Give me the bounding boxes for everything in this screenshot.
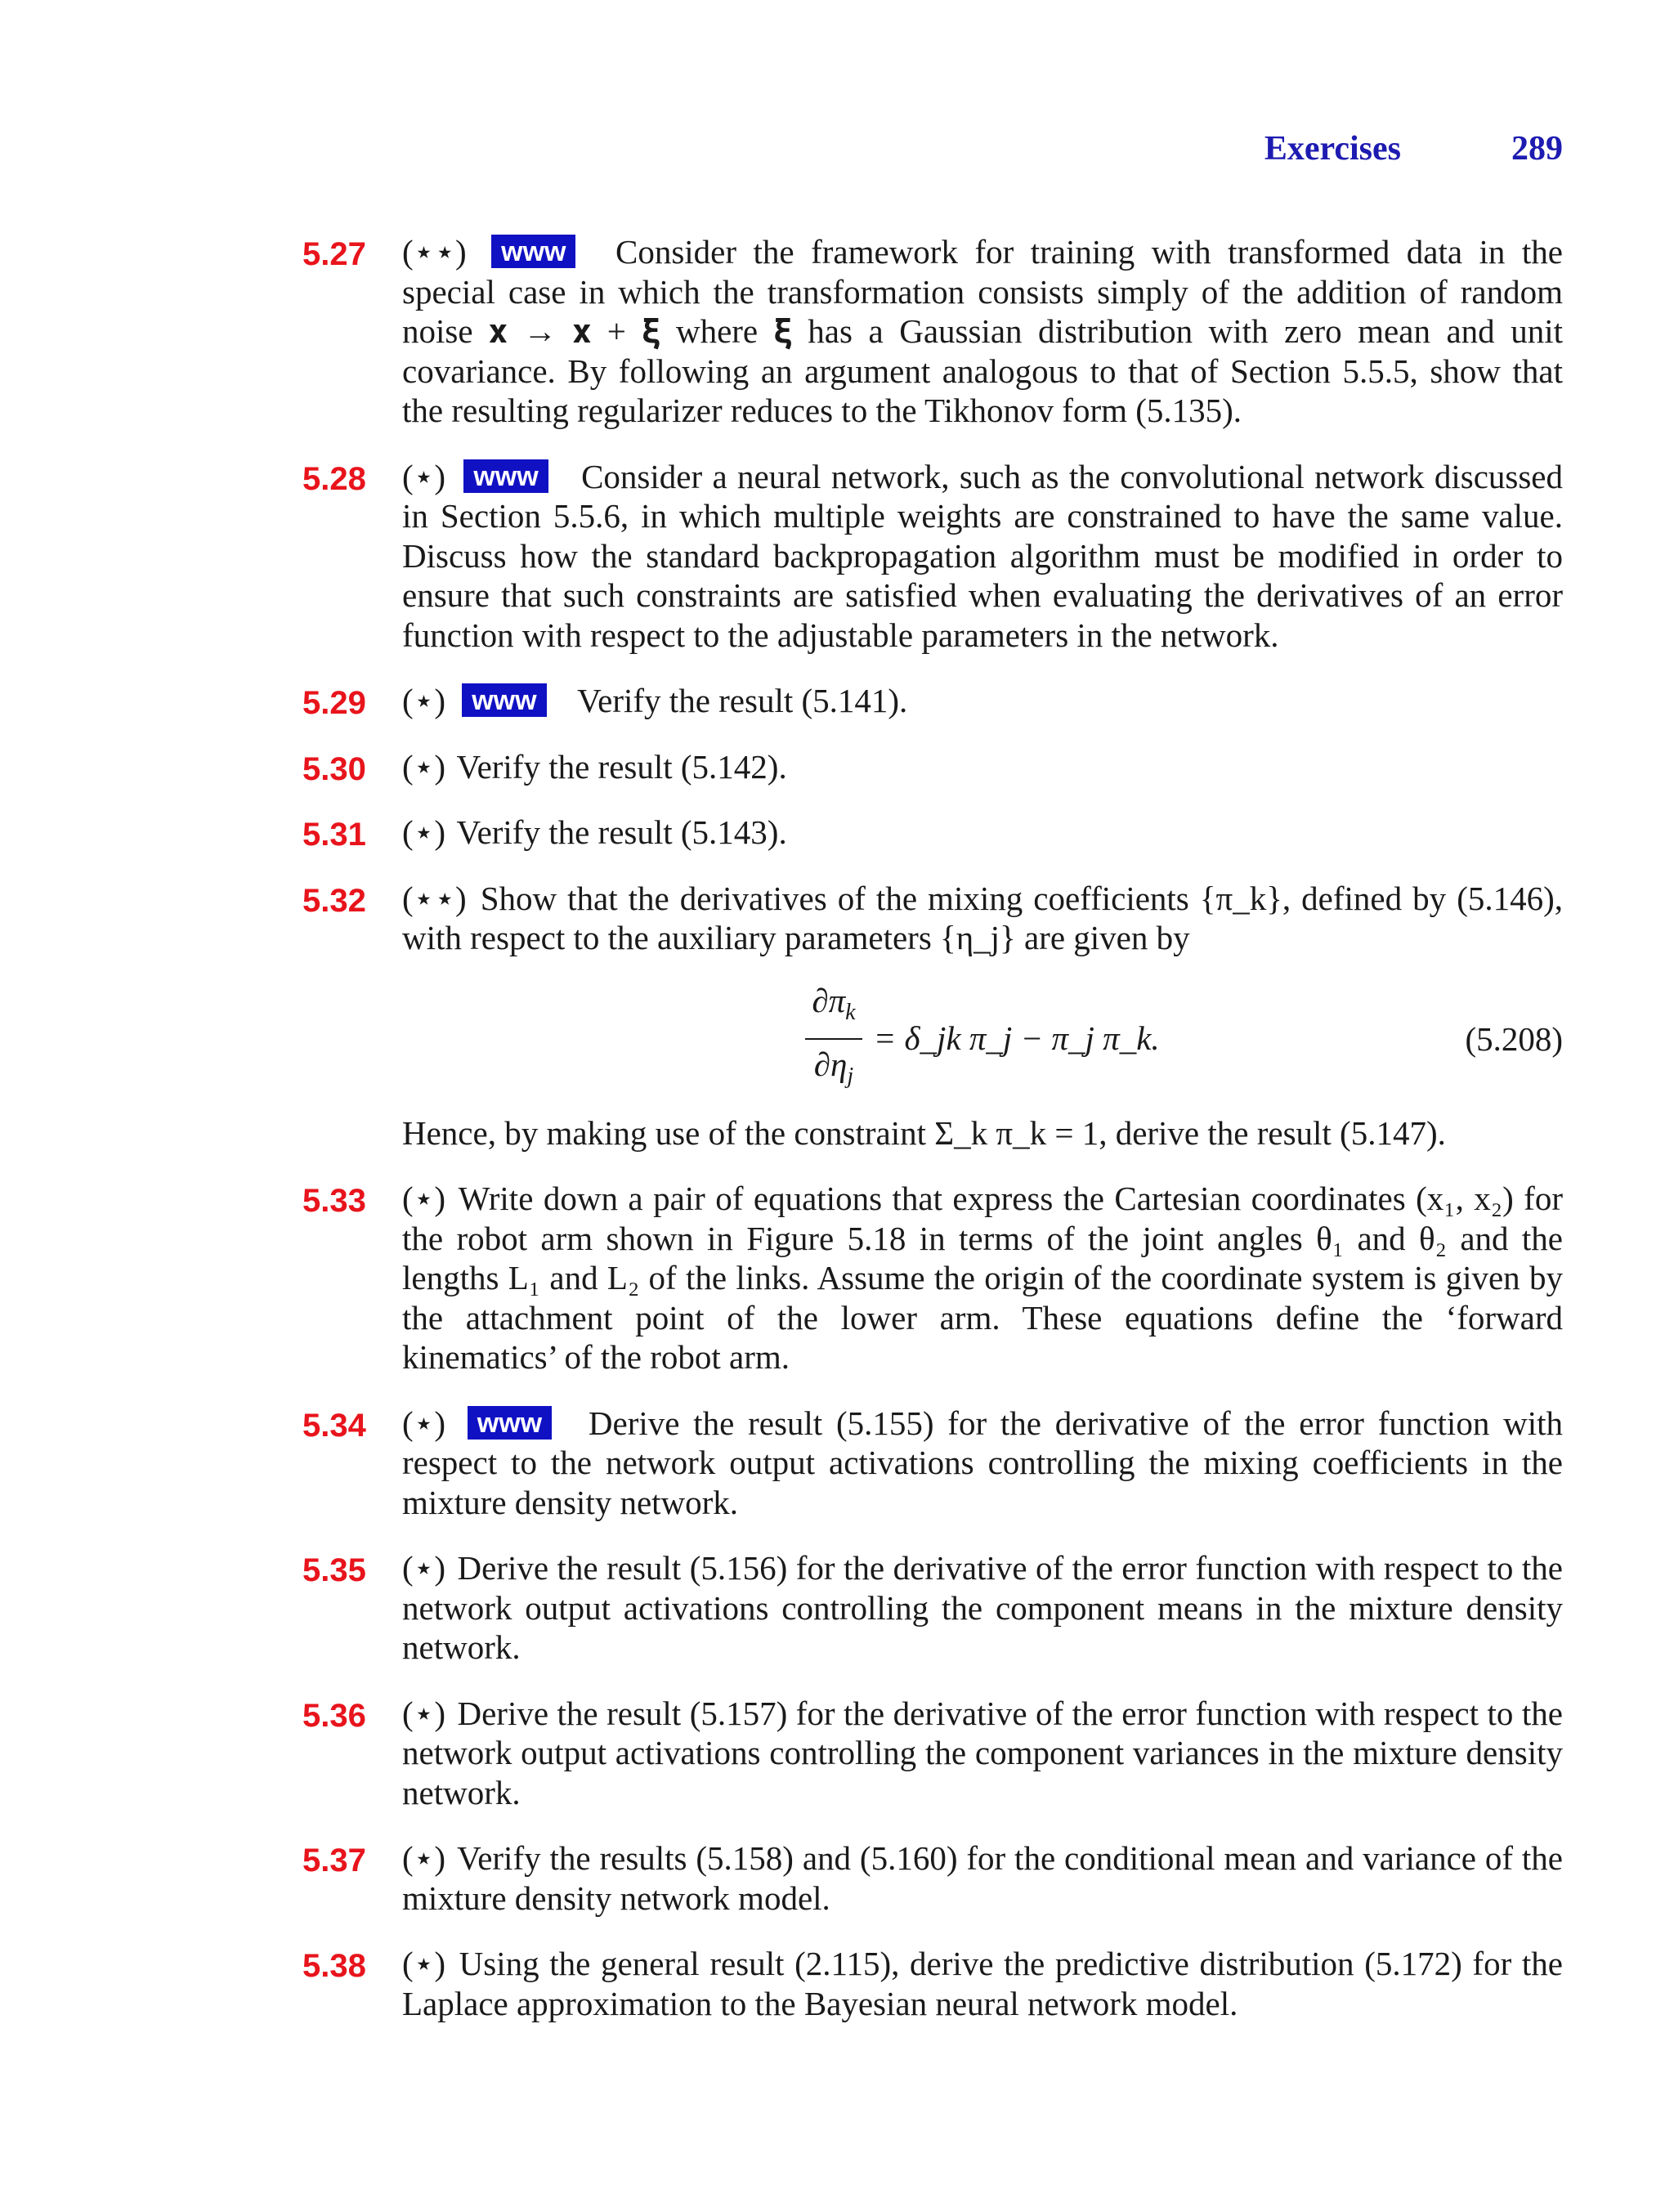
difficulty-stars: (⋆) — [402, 747, 445, 786]
exercise-5-38 — [304, 1944, 1563, 2023]
exercise-5-29 — [304, 681, 1563, 721]
difficulty-stars: (⋆) — [402, 457, 445, 495]
page-header — [1063, 129, 1563, 175]
exercise-text: Derive the result (5.155) for the derivative of the error function with respect to the network output activations controlling the mixing coefficients in the mixture density network. — [402, 1404, 1563, 1521]
exercise-number: 5.30 — [302, 750, 366, 787]
difficulty-stars: (⋆) — [402, 682, 445, 719]
exercise-text: Show that the derivatives of the mixing coefficients {π_k}, defined by (5.146), with respect to the auxiliary parameters {η_j} are given by — [402, 879, 1564, 956]
exercise-number: 5.32 — [302, 882, 366, 919]
exercise-text: Verify the result (5.141). — [577, 682, 908, 719]
equation-number: (5.208) — [1465, 1019, 1563, 1058]
difficulty-stars: (⋆) — [402, 1404, 445, 1442]
exercise-text: Using the general result (2.115), derive the predictive distribution (5.172) for the Laplace approximation to the Bayesian neural network model. — [402, 1945, 1563, 2022]
eq-rhs: = δ_jk π_j − π_j π_k. — [873, 1019, 1160, 1058]
www-badge[interactable]: www — [491, 235, 575, 268]
exercise-text: Verify the results (5.158) and (5.160) for the conditional mean and variance of the mixture density network model. — [402, 1839, 1563, 1917]
difficulty-stars: (⋆) — [402, 1180, 445, 1217]
exercise-number: 5.31 — [302, 817, 366, 853]
exercise-5-31 — [304, 813, 1563, 853]
exercise-5-27 — [304, 232, 1563, 431]
www-badge[interactable]: www — [468, 1406, 552, 1440]
exercise-5-30 — [304, 747, 1563, 787]
difficulty-stars: (⋆) — [402, 813, 445, 851]
eq-denominator-sub: j — [847, 1063, 854, 1089]
exercise-5-34 — [304, 1404, 1563, 1523]
exercise-5-37 — [304, 1838, 1563, 1918]
difficulty-stars: (⋆) — [402, 1839, 445, 1877]
eq-denominator: ∂η — [813, 1045, 848, 1083]
exercise-5-32 — [304, 879, 1563, 1153]
exercise-number: 5.29 — [302, 685, 366, 721]
difficulty-stars: (⋆⋆) — [402, 233, 467, 271]
exercise-number: 5.28 — [302, 460, 366, 497]
exercise-5-33 — [304, 1179, 1563, 1377]
exercise-number: 5.35 — [302, 1552, 366, 1588]
exercise-number: 5.37 — [302, 1843, 366, 1878]
exercise-text: Verify the result (5.143). — [456, 813, 787, 851]
exercise-number: 5.36 — [302, 1697, 366, 1734]
exercise-text: Write down a pair of equations that express the Cartesian coordinates (x₁, x₂) for the robot arm shown in Figure 5.18 in terms of the joint angles θ₁ and θ₂ and the lengths L₁ and L₂ of the links. Assume the origin of the coordinate system is given by the attachment point of the lower arm. These equations define the ‘forward kinematics’ of the robot arm. — [402, 1180, 1563, 1376]
exercise-text: Consider a neural network, such as the convolutional network discussed in Section 5.5.6, in which multiple weights are constrained to have the same value. Discuss how the standard backpropagation algorithm must be modified in order to ensure that such constraints are satisfied when evaluating the derivatives of an error function with respect to the adjustable parameters in the network. — [402, 457, 1564, 654]
difficulty-stars: (⋆) — [402, 1945, 445, 1982]
exercise-number: 5.34 — [302, 1407, 366, 1444]
exercise-5-35 — [304, 1548, 1563, 1668]
exercise-5-36 — [304, 1694, 1563, 1813]
difficulty-stars: (⋆) — [402, 1549, 445, 1587]
equation-5-208 — [402, 969, 1563, 1108]
difficulty-stars: (⋆⋆) — [402, 879, 467, 917]
eq-numerator: ∂π — [812, 981, 846, 1019]
exercise-5-28 — [304, 457, 1563, 656]
exercise-text: Verify the result (5.142). — [456, 747, 787, 786]
exercise-text: Derive the result (5.156) for the derivative of the error function with respect to the network output activations controlling the component means in the mixture density network. — [402, 1549, 1563, 1666]
exercise-list — [304, 232, 1563, 2049]
exercise-followup-text: Hence, by making use of the constraint Σ_k π_k = 1, derive the result (5.147). — [402, 1113, 1446, 1152]
section-title: Exercises — [1264, 130, 1401, 168]
derivative-fraction — [805, 981, 862, 1096]
exercise-number: 5.27 — [302, 236, 366, 272]
exercise-number: 5.33 — [302, 1183, 366, 1219]
difficulty-stars: (⋆) — [402, 1694, 445, 1732]
exercise-number: 5.38 — [302, 1948, 366, 1984]
exercise-text: Derive the result (5.157) for the derivative of the error function with respect to the network output activations controlling the component variances in the mixture density network. — [402, 1694, 1563, 1811]
page-number: 289 — [1511, 130, 1563, 168]
www-badge[interactable]: www — [462, 683, 546, 717]
eq-numerator-sub: k — [845, 1000, 856, 1025]
www-badge[interactable]: www — [463, 459, 548, 493]
exercise-text: Consider the framework for training with transformed data in the special case in which the transformation consists simply of the addition of random noise 𝐱 → 𝐱 + 𝛏 where 𝛏 has a Gaussian distribution with zero mean and unit covariance. By following an argument analogous to that of Section 5.5.5, show that the resulting regularizer reduces to the Tikhonov form (5.135). — [402, 233, 1564, 429]
